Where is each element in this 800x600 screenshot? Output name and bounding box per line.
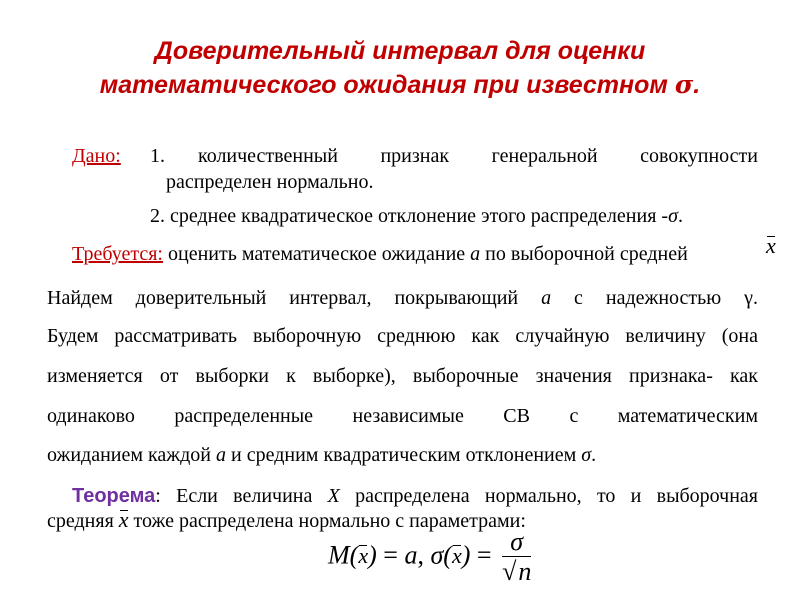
given-item-2: 2. среднее квадратическое отклонение этого распределения -σ. xyxy=(150,205,683,227)
required-xbar: x xyxy=(766,233,776,258)
theorem-label: Теорема xyxy=(72,485,156,507)
required-row: Требуется: оценить математическое ожидание a по выборочной средней xyxy=(72,243,688,265)
paragraph-line-2: Будем рассматривать выборочную среднюю как случайную величину (она xyxy=(47,325,758,347)
given-item-1-num: 1. xyxy=(150,145,165,167)
title-line-1: Доверительный интервал для оценки xyxy=(154,37,646,65)
given-row xyxy=(72,144,758,168)
required-label: Требуется: xyxy=(72,243,163,265)
formula-fraction: $\frac{\sigma}{√n}$ xyxy=(502,527,532,586)
title-line-2: математического ожидания при известном σ. xyxy=(99,70,701,99)
given-item-1-line-1: количественный признак генеральной совокупности xyxy=(198,145,758,167)
theorem-line-1: Теорема: Если величина X распределена нормально, то и выборочная xyxy=(72,485,758,507)
paragraph-line-3: изменяется от выборки к выборке), выборочные значения признака- как xyxy=(47,365,758,387)
theorem-line-2: средняя x тоже распределена нормально с параметрами: xyxy=(47,507,526,532)
paragraph-line-5: ожиданием каждой a и средним квадратическим отклонением σ. xyxy=(47,444,597,466)
paragraph-line-4: одинаково распределенные независимые СВ с математическим xyxy=(47,405,758,427)
given-label: Дано: xyxy=(72,145,121,167)
given-item-1-line-2: распределен нормально. xyxy=(166,171,374,193)
slide-title xyxy=(0,34,800,102)
paragraph-line-1: Найдем доверительный интервал, покрывающий a с надежностью γ. xyxy=(47,287,758,309)
formula: M(x) = a, σ(x) = $\frac{\sigma}{√n}$ xyxy=(328,527,532,586)
